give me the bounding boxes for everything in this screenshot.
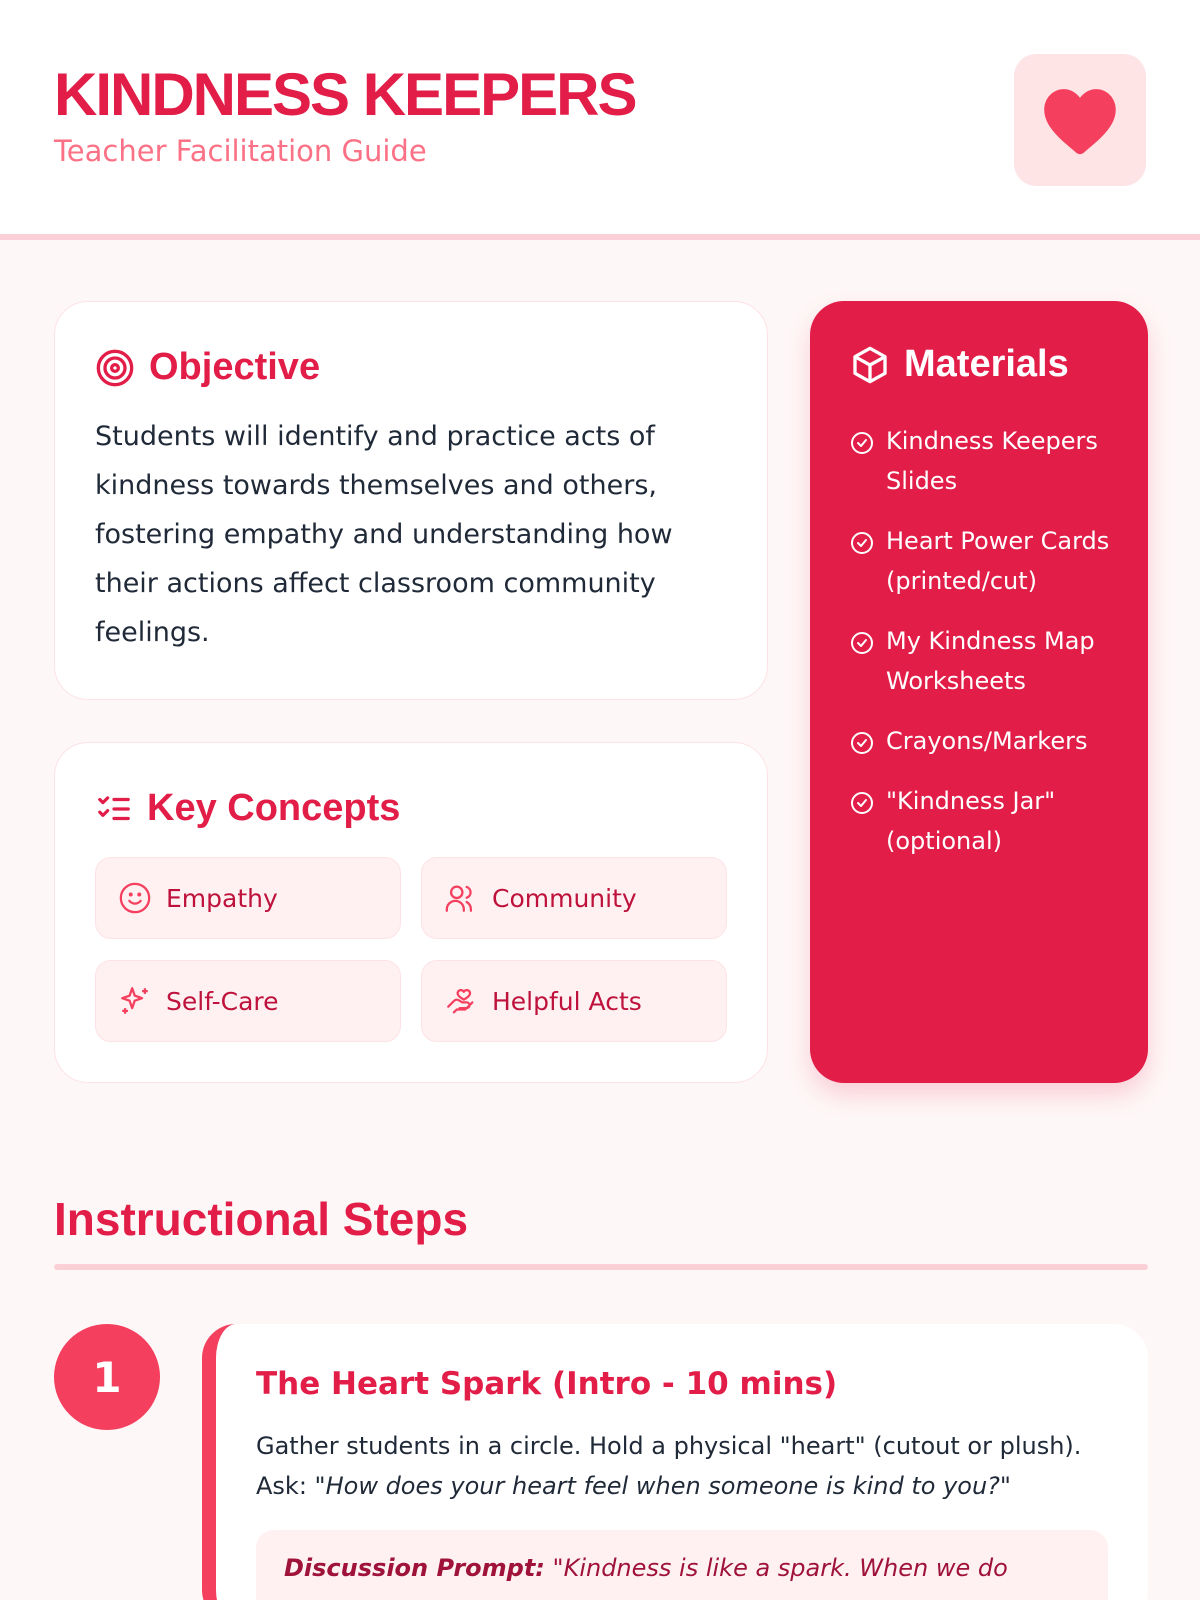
objective-card	[54, 301, 768, 700]
material-label: "Kindness Jar" (optional)	[886, 787, 1056, 855]
key-concepts-card	[54, 742, 768, 1083]
helping-hand-icon	[444, 984, 478, 1018]
section-divider	[54, 1264, 1148, 1270]
concept-label: Self-Care	[166, 986, 279, 1016]
page-subtitle: Teacher Facilitation Guide	[54, 134, 427, 168]
check-circle-icon	[850, 531, 874, 555]
target-icon	[95, 348, 135, 388]
key-concepts-title: Key Concepts	[147, 787, 401, 829]
concept-label: Helpful Acts	[492, 986, 642, 1016]
material-item	[850, 721, 1140, 761]
material-label: Crayons/Markers	[886, 727, 1088, 755]
logo	[1014, 54, 1146, 186]
material-label: My Kindness Map Worksheets	[886, 627, 1095, 695]
concept-chip-community	[421, 857, 727, 939]
concept-chip-empathy	[95, 857, 401, 939]
check-circle-icon	[850, 631, 874, 655]
material-item	[850, 621, 1140, 701]
check-circle-icon	[850, 731, 874, 755]
key-concepts-heading	[95, 787, 400, 830]
step-card	[202, 1324, 1148, 1600]
material-item	[850, 421, 1140, 501]
concept-label: Empathy	[166, 883, 278, 913]
concept-label: Community	[492, 883, 637, 913]
page-header	[0, 0, 1200, 240]
checklist-icon	[95, 790, 133, 828]
smile-icon	[118, 881, 152, 915]
check-circle-icon	[850, 791, 874, 815]
materials-card	[810, 301, 1148, 1083]
step-number-badge: 1	[54, 1324, 160, 1430]
step-text: Gather students in a circle. Hold a physical "heart" (cutout or plush). Ask:	[256, 1432, 1082, 1500]
steps-heading: Instructional Steps	[54, 1193, 469, 1245]
material-label: Heart Power Cards (printed/cut)	[886, 527, 1110, 595]
material-label: Kindness Keepers Slides	[886, 427, 1098, 495]
check-circle-icon	[850, 431, 874, 455]
concept-chip-self-care	[95, 960, 401, 1042]
users-icon	[444, 881, 478, 915]
heart-icon	[1041, 84, 1119, 156]
page-title: KINDNESS KEEPERS	[54, 61, 636, 128]
material-item	[850, 781, 1140, 861]
prompt-label: Discussion Prompt:	[284, 1554, 545, 1582]
objective-title: Objective	[149, 346, 321, 388]
materials-heading	[850, 343, 1069, 386]
step-description	[256, 1426, 1116, 1506]
box-icon	[850, 345, 890, 385]
objective-text: Students will identify and practice acts of kindness towards themselves and others, fostering empathy and understanding how their actions affect classroom community feelings.	[95, 421, 673, 648]
materials-title: Materials	[904, 343, 1069, 385]
step-question: "How does your heart feel when someone is kind to you?"	[314, 1472, 1011, 1500]
discussion-prompt	[256, 1530, 1108, 1600]
step-title: The Heart Spark (Intro - 10 mins)	[256, 1366, 838, 1402]
concept-chip-helpful-acts	[421, 960, 727, 1042]
objective-heading	[95, 346, 320, 389]
material-item	[850, 521, 1140, 601]
prompt-text: "Kindness is like a spark. When we do	[544, 1554, 1008, 1582]
sparkles-icon	[118, 984, 152, 1018]
